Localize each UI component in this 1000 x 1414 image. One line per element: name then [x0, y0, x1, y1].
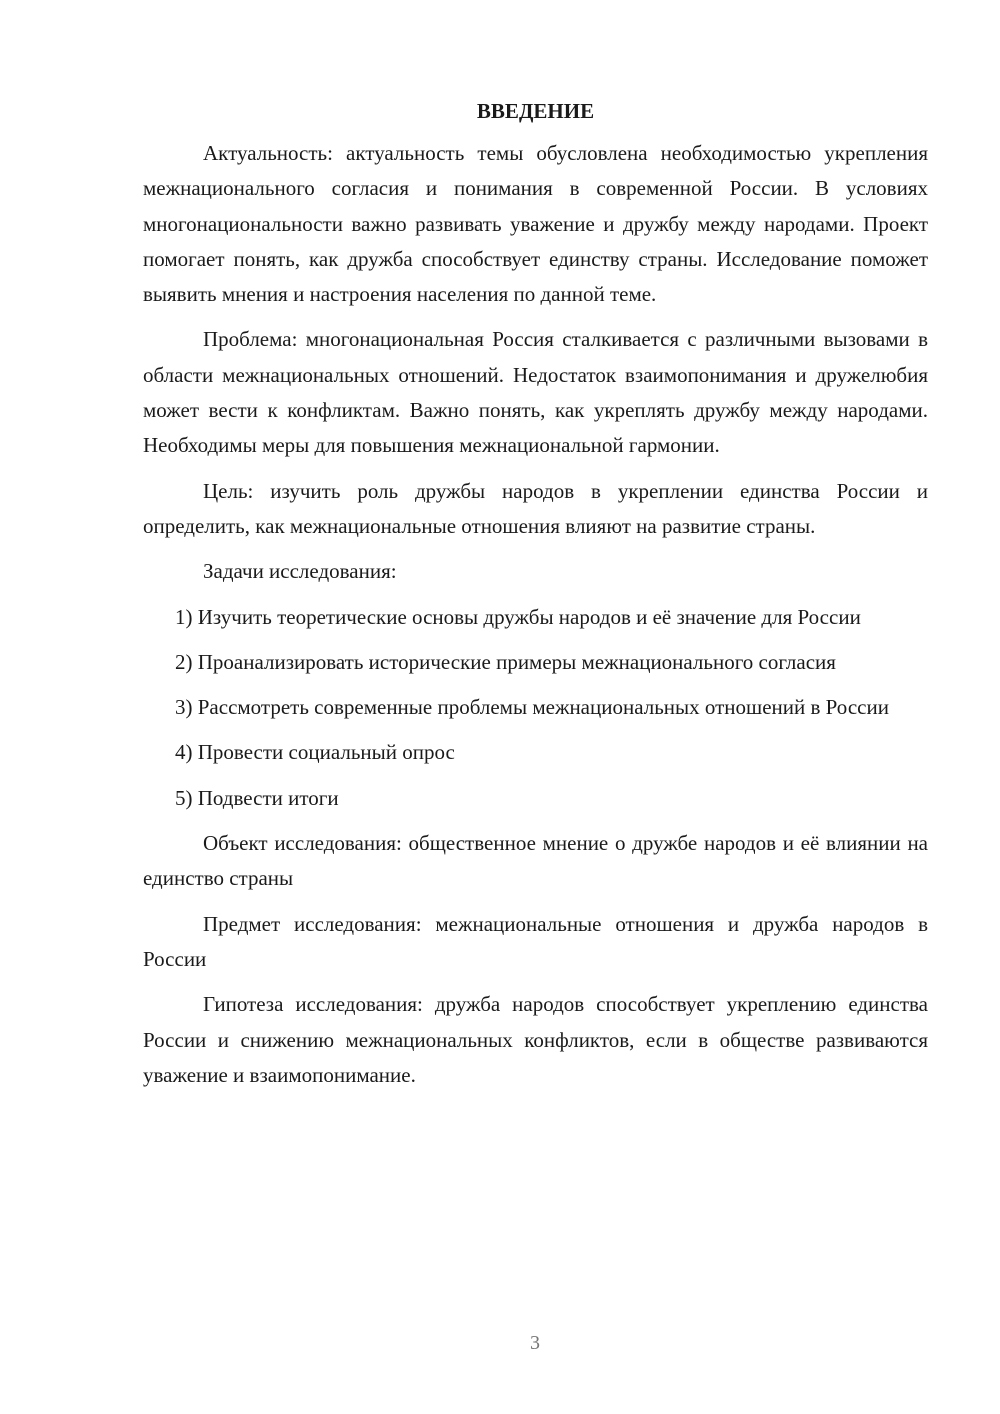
task-item-3: 3) Рассмотреть современные проблемы межнациональных отношений в России — [175, 695, 889, 720]
paragraph-hypothesis: Гипотеза исследования: дружба народов способствует укреплению единства России и снижению межнациональных конфликтов, если в обществе развиваются уважение и взаимопонимание. — [143, 992, 928, 1087]
paragraph-problem: Проблема: многонациональная Россия сталкивается с различными вызовами в области межнациональных отношений. Недостаток взаимопонимания и дружелюбия может вести к конфликтам. Важно понять, как укреплять дружбу между народами. Необходимы меры для повышения межнациональной гармонии. — [143, 327, 928, 458]
task-item-5: 5) Подвести итоги — [175, 785, 339, 810]
task-item-2: 2) Проанализировать исторические примеры межнационального согласия — [175, 649, 836, 674]
paragraph-goal: Цель: изучить роль дружбы народов в укреплении единства России и определить, как межнациональные отношения влияют на развитие страны. — [143, 478, 928, 538]
paragraph-object: Объект исследования: общественное мнение о дружбе народов и её влиянии на единство страны — [143, 831, 928, 891]
page-number: 3 — [530, 1332, 540, 1354]
task-item-4: 4) Провести социальный опрос — [175, 740, 455, 765]
task-item-1: 1) Изучить теоретические основы дружбы народов и её значение для России — [175, 604, 861, 629]
document-page — [143, 96, 928, 1103]
page-title: ВВЕДЕНИЕ — [476, 99, 595, 123]
tasks-heading: Задачи исследования: — [203, 559, 397, 584]
paragraph-subject: Предмет исследования: межнациональные отношения и дружба народов в России — [143, 911, 928, 971]
paragraph-relevance: Актуальность: актуальность темы обусловлена необходимостью укрепления межнационального согласия и понимания в современной России. В условиях многонациональности важно развивать уважение и дружбу между народами. Проект помогает понять, как дружба способствует единству страны. Исследование поможет выявить мнения и настроения населения по данной теме. — [143, 141, 928, 307]
